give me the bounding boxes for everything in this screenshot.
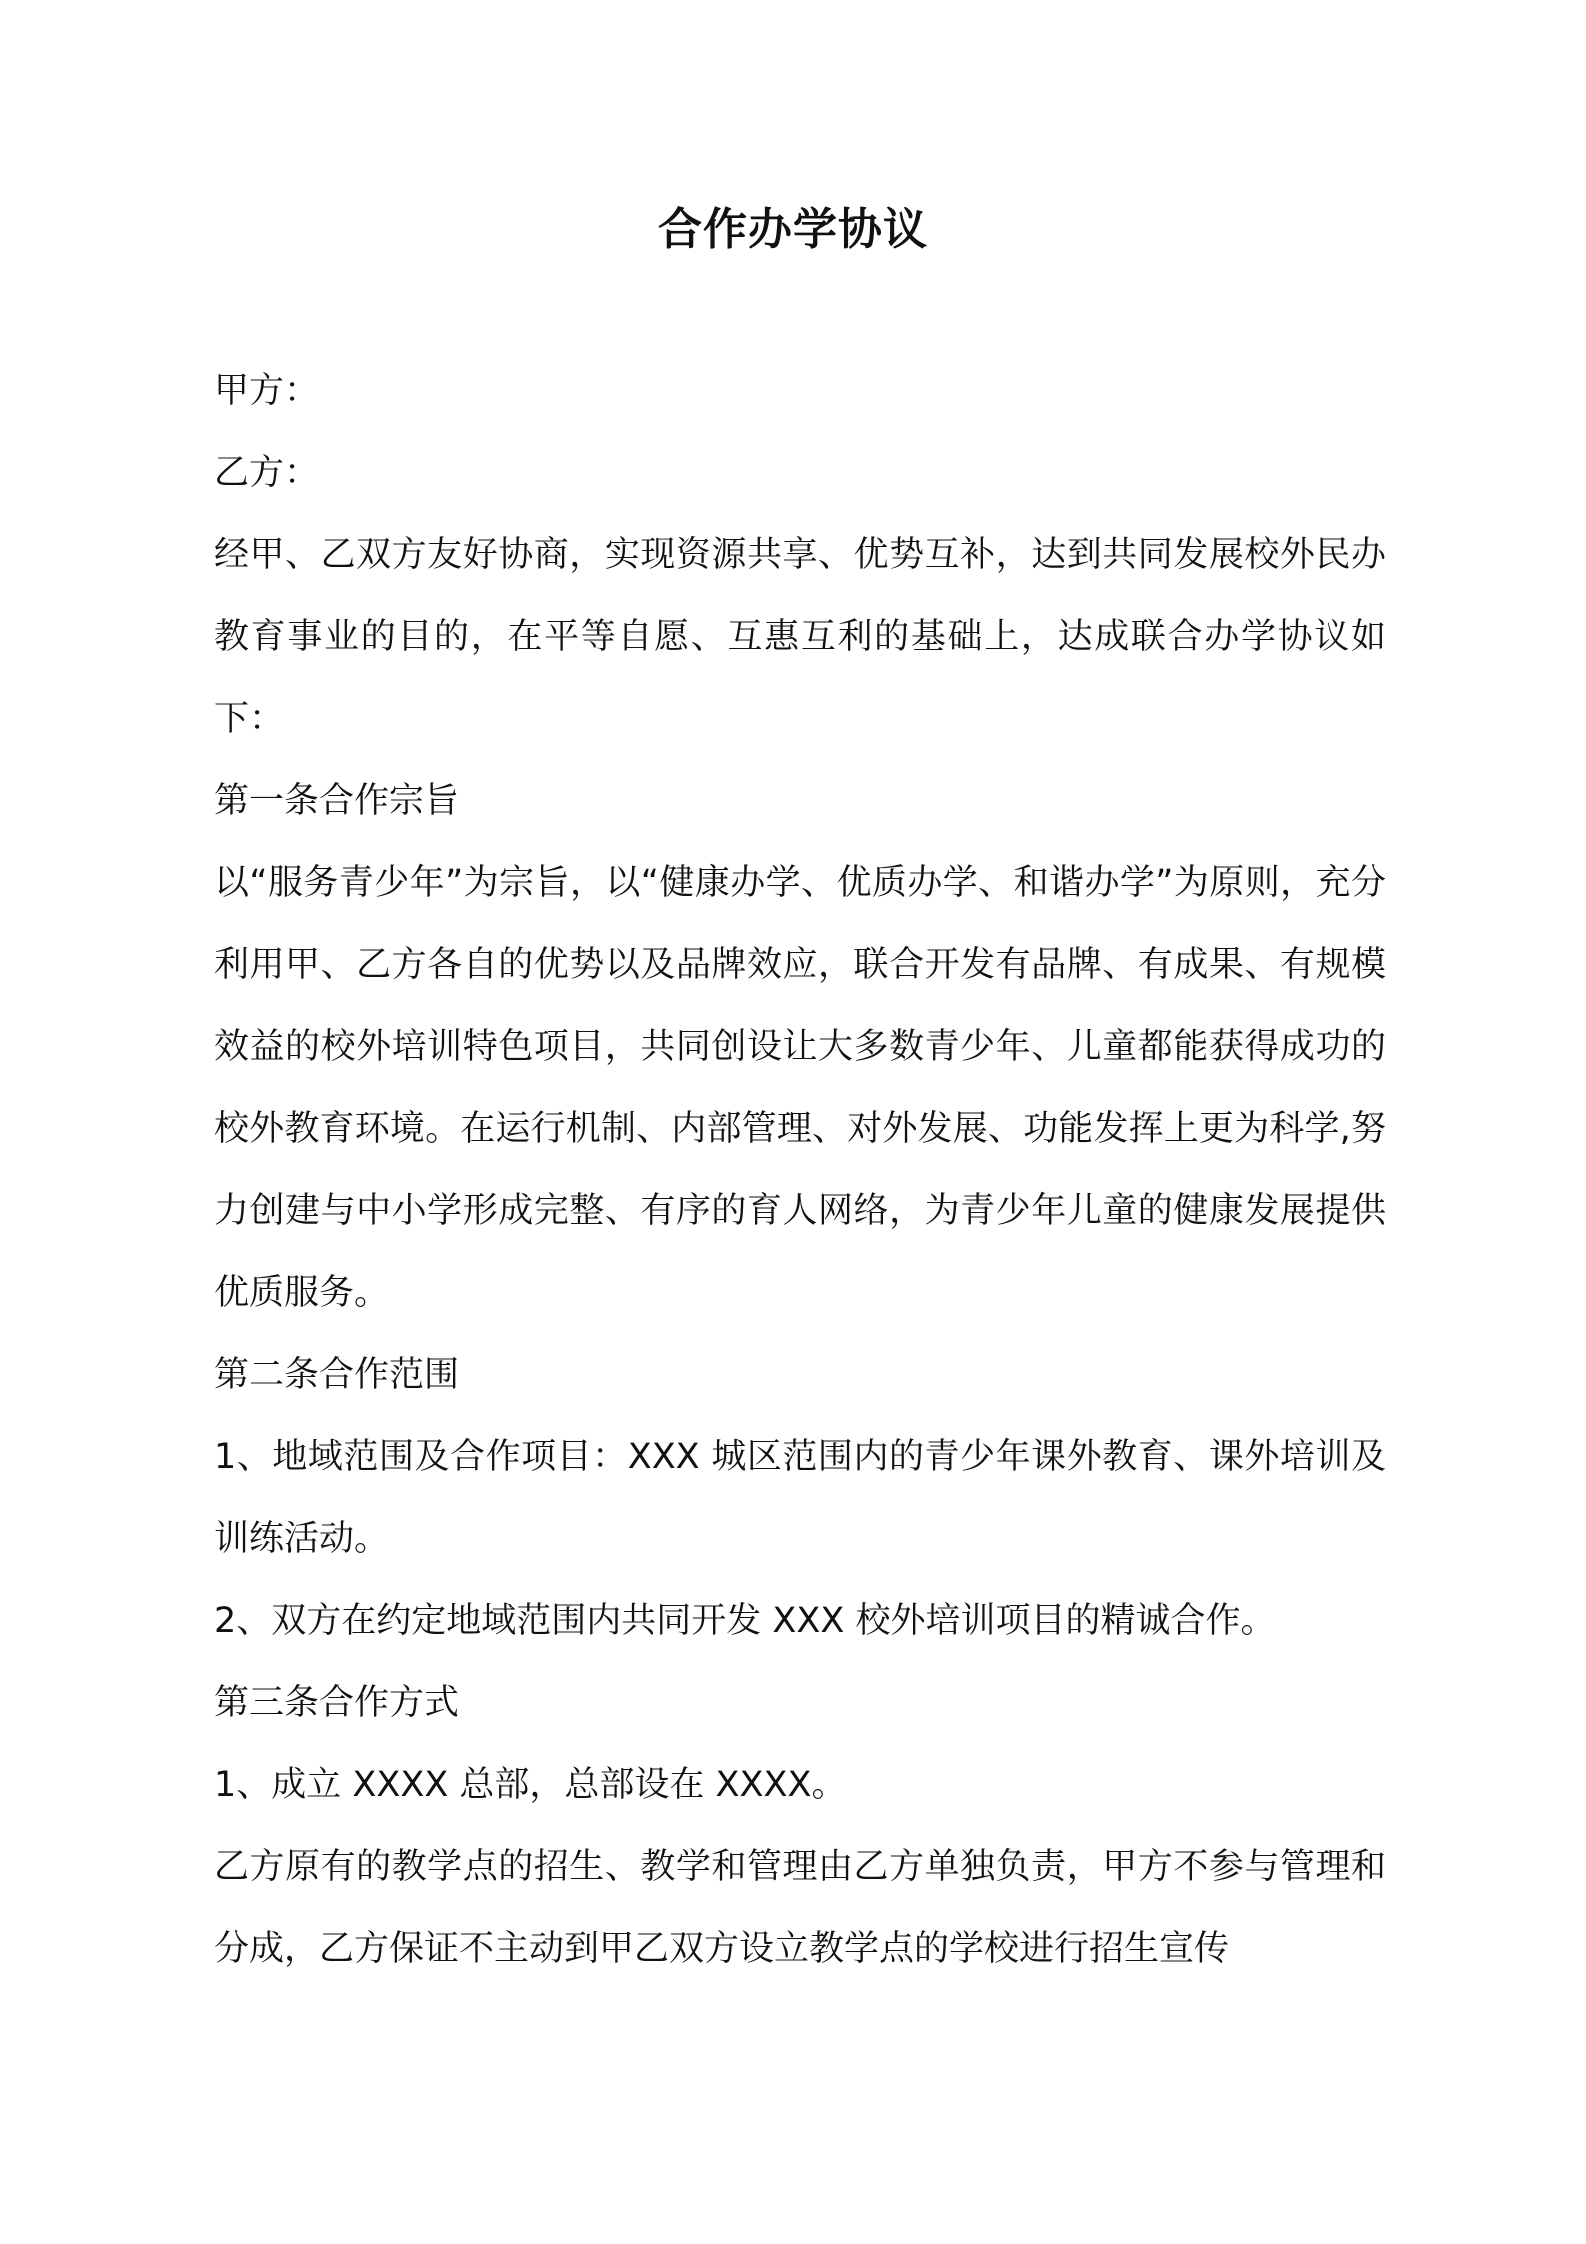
preamble-paragraph: 经甲、乙双方友好协商，实现资源共享、优势互补，达到共同发展校外民办教育事业的目的，在平等自愿、互惠互利的基础上，达成联合办学协议如下： xyxy=(214,535,1386,739)
article-2-item-1: 1、地域范围及合作项目：XXX 城区范围内的青少年课外教育、课外培训及训练活动。 xyxy=(214,1437,1386,1559)
article-3-heading: 第三条合作方式 xyxy=(214,1683,460,1723)
article-3-paragraph: 乙方原有的教学点的招生、教学和管理由乙方单独负责，甲方不参与管理和分成，乙方保证不主动到甲乙双方设立教学点的学校进行招生宣传 xyxy=(214,1847,1386,1969)
article-1-heading: 第一条合作宗旨 xyxy=(214,781,460,821)
article-2-item-2: 2、双方在约定地域范围内共同开发 XXX 校外培训项目的精诚合作。 xyxy=(214,1601,1276,1641)
party-b-line: 乙方： xyxy=(214,453,320,493)
article-1-paragraph: 以“服务青少年”为宗旨，以“健康办学、优质办学、和谐办学”为原则，充分利用甲、乙方各自的优势以及品牌效应，联合开发有品牌、有成果、有规模效益的校外培训特色项目，共同创设让大多数青少年、儿童都能获得成功的校外教育环境。在运行机制、内部管理、对外发展、功能发挥上更为科学,努力创建与中小学形成完整、有序的育人网络，为青少年儿童的健康发展提供优质服务。 xyxy=(214,863,1386,1313)
article-3-item-1: 1、成立 XXXX 总部，总部设在 XXXX。 xyxy=(214,1765,847,1805)
document-title: 合作办学协议 xyxy=(658,204,928,255)
party-a-line: 甲方： xyxy=(214,371,320,411)
article-2-heading: 第二条合作范围 xyxy=(214,1355,460,1395)
document-body xyxy=(214,350,1386,1990)
